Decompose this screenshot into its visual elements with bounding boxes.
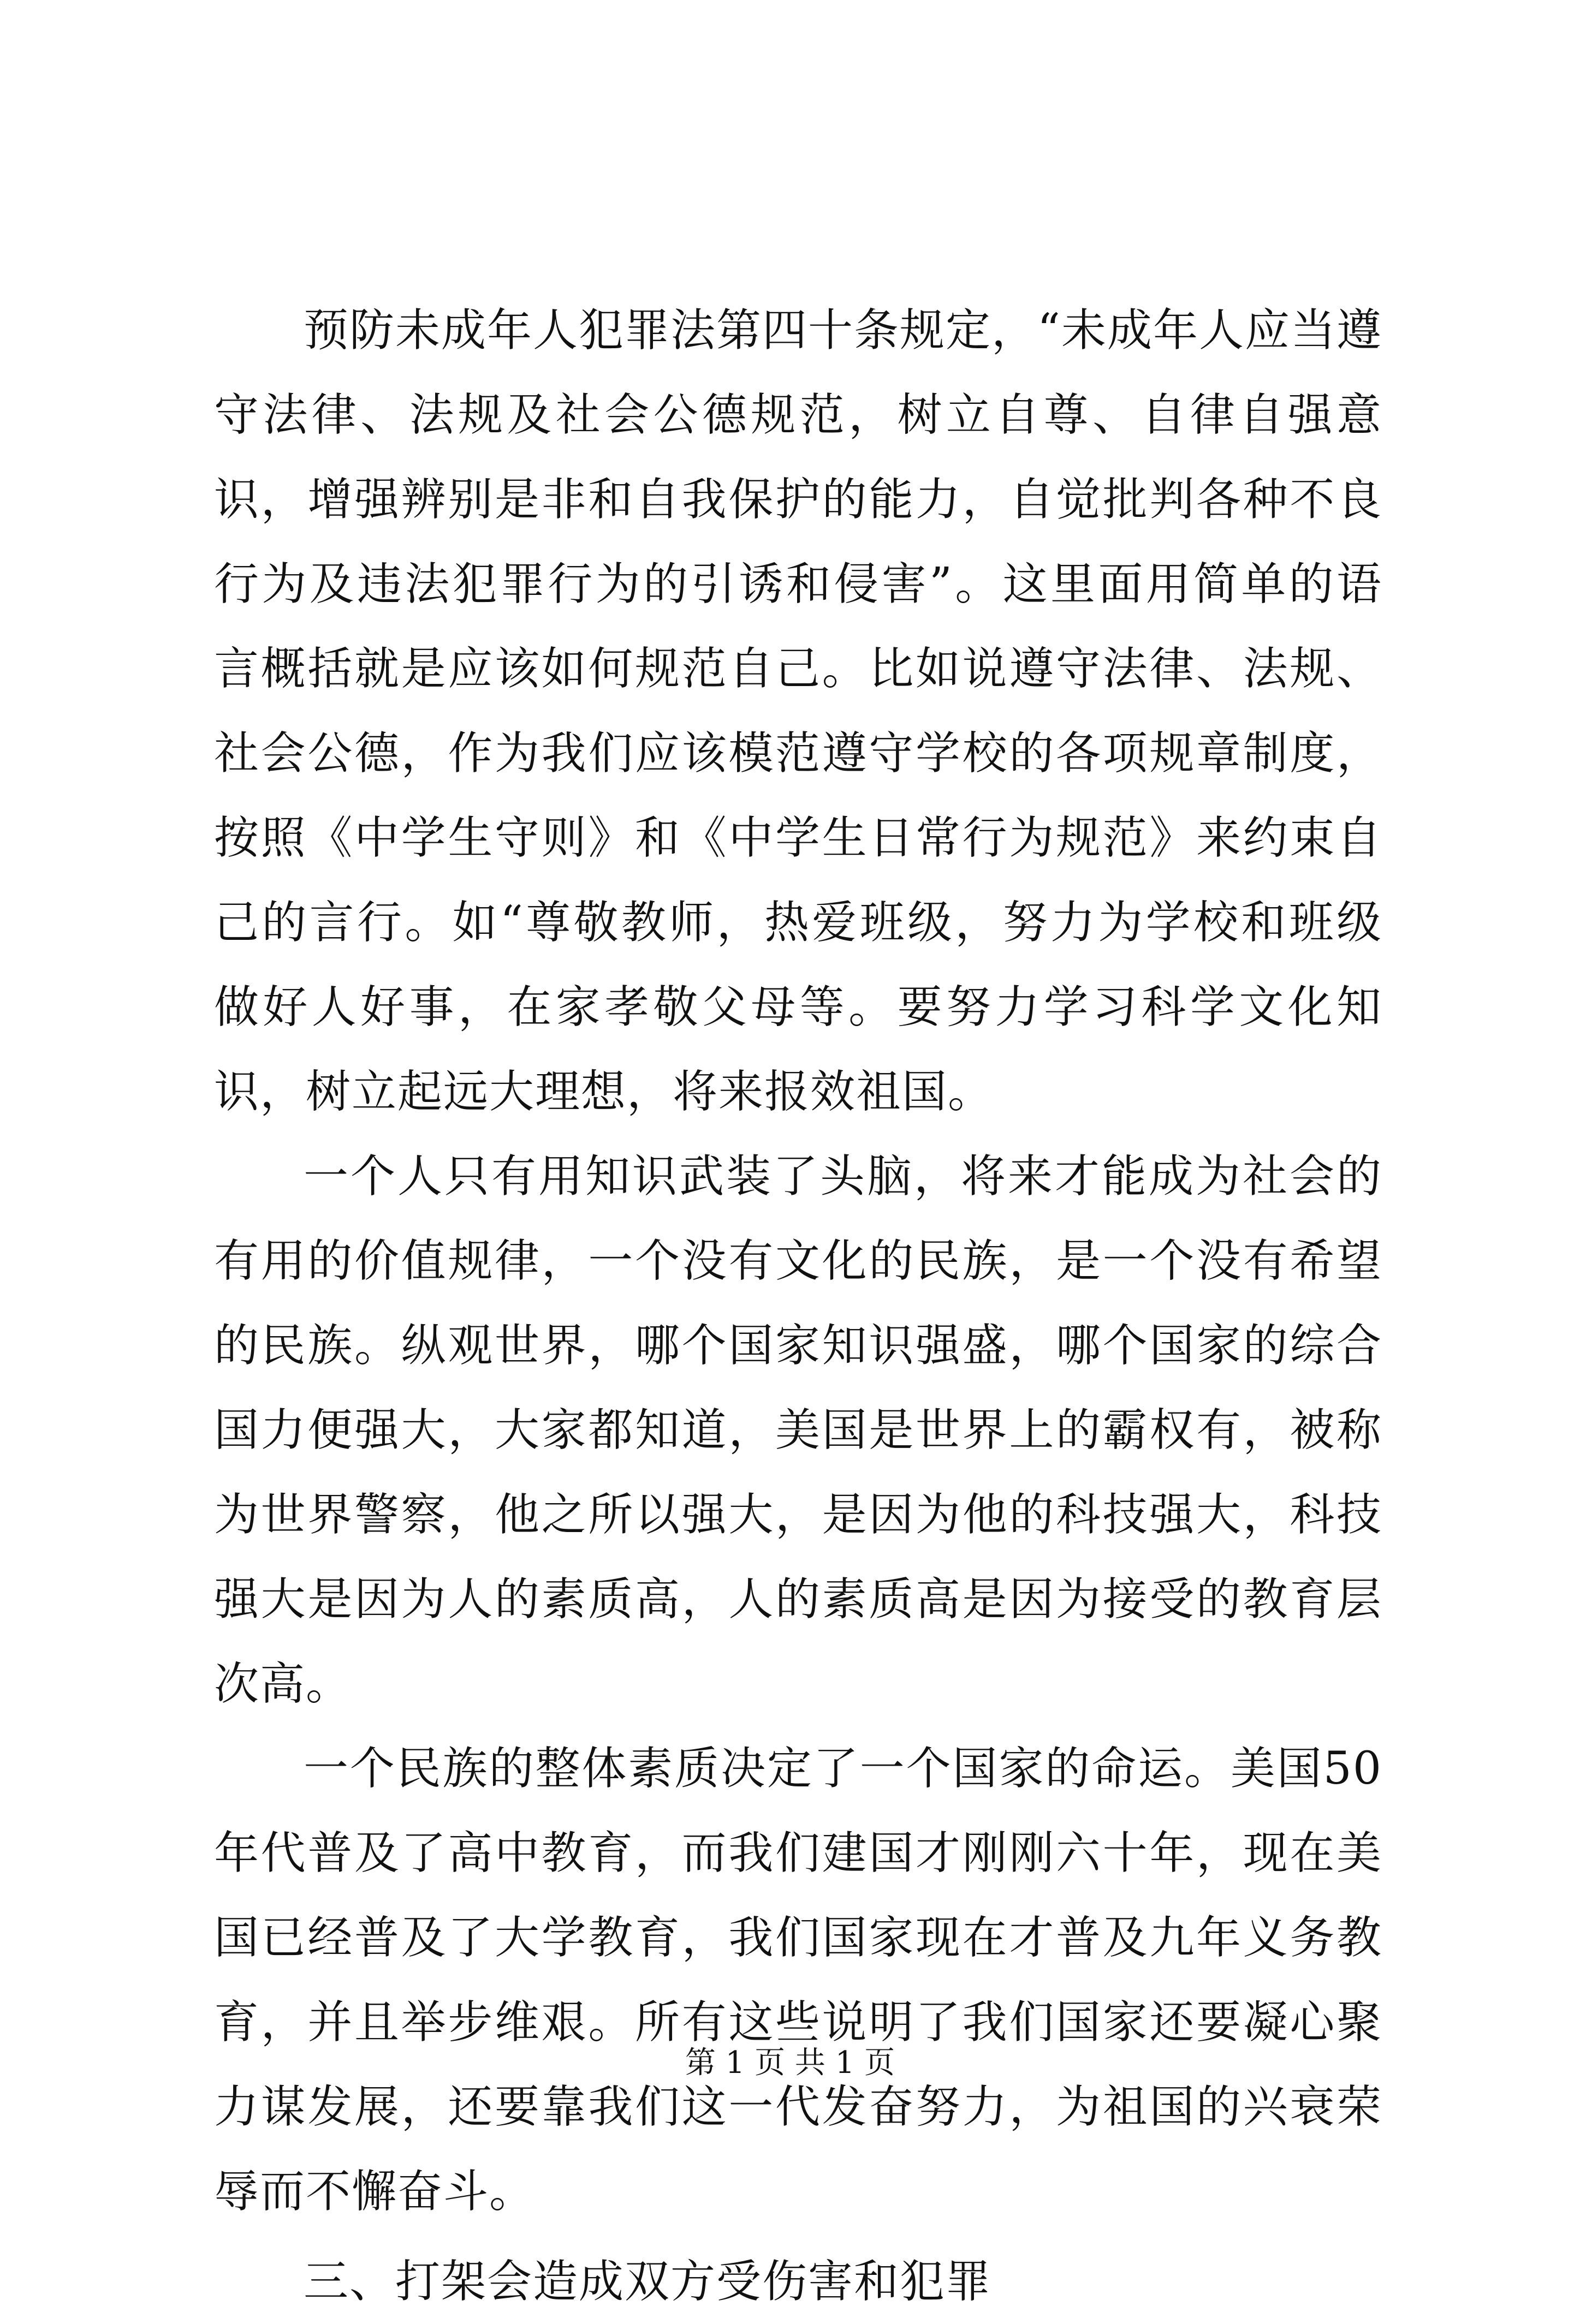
section-heading: 三、打架会造成双方受伤害和犯罪 [304, 2256, 992, 2308]
paragraph-1: 预防未成年人犯罪法第四十条规定，“未成年人应当遵守法律、法规及社会公德规范，树立自尊、自律自强意识，增强辨别是非和自我保护的能力，自觉批判各种不良行为及违法犯罪行为的引诱和侵害”。这里面用简单的语言概括就是应该如何规范自己。比如说遵守法律、法规、社会公德，作为我们应该模范遵守学校的各项规章制度，按照《中学生守则》和《中学生日常行为规范》来约束自己的言行。如“尊敬教师，热爱班级，努力为学校和班级做好人好事，在家孝敬父母等。要努力学习科学文化知识，树立起远大理想，将来报效祖国。 [214, 305, 1382, 1118]
page-footer: 第 1 页 共 1 页 [685, 2045, 895, 2081]
paragraph-2: 一个人只有用知识武装了头脑，将来才能成为社会的有用的价值规律，一个没有文化的民族，是一个没有希望的民族。纵观世界，哪个国家知识强盛，哪个国家的综合国力便强大，大家都知道，美国是世界上的霸权有，被称为世界警察，他之所以强大，是因为他的科技强大，科技强大是因为人的素质高，人的素质高是因为接受的教育层次高。 [214, 1151, 1382, 1710]
paragraph-3: 一个民族的整体素质决定了一个国家的命运。美国50年代普及了高中教育，而我们建国才刚刚六十年，现在美国已经普及了大学教育，我们国家现在才普及九年义务教育，并且举步维艰。所有这些说明了我们国家还要凝心聚力谋发展，还要靠我们这一代发奋努力，为祖国的兴衰荣辱而不懈奋斗。 [214, 1743, 1382, 2218]
document-body [214, 288, 1382, 2324]
